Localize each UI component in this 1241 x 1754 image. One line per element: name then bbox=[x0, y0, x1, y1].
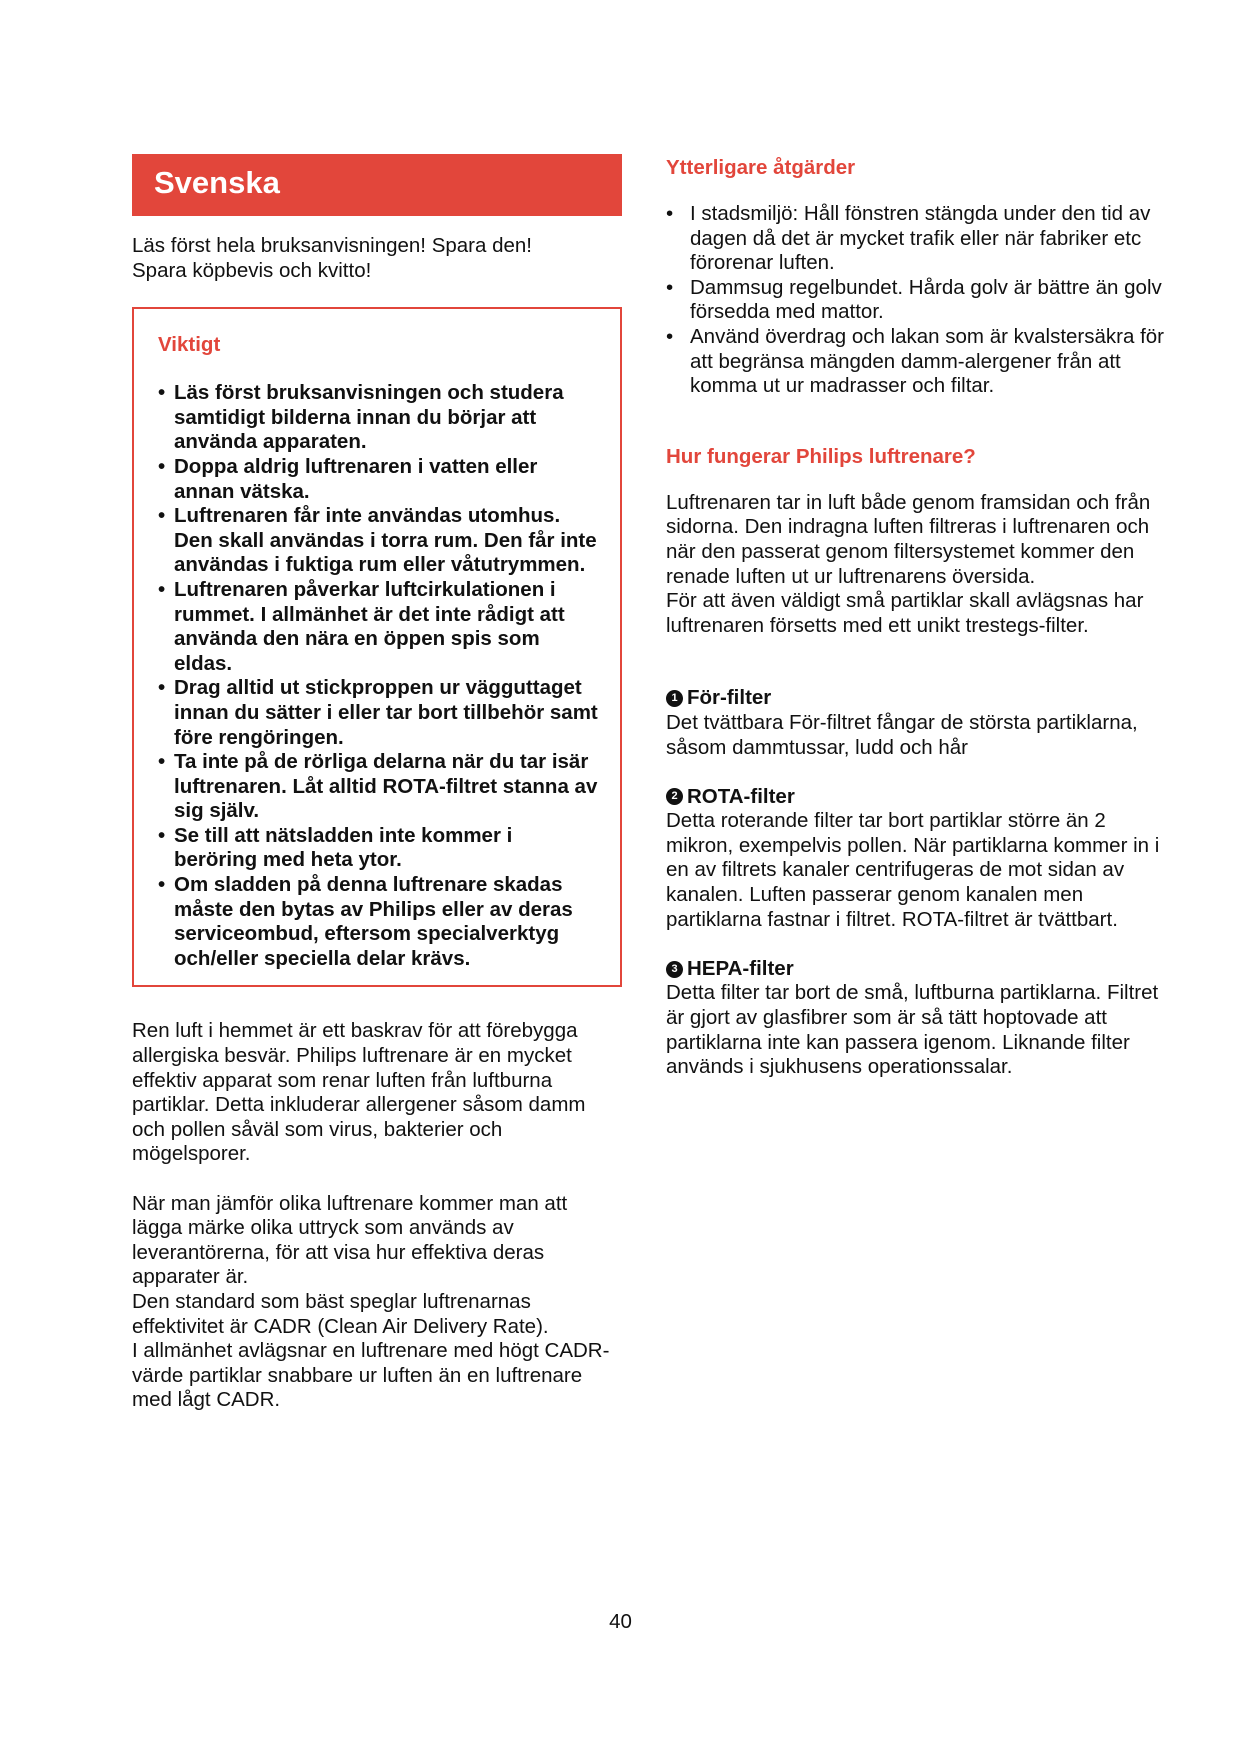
intro-line-1: Läs först hela bruksanvisningen! Spara den! bbox=[132, 234, 533, 257]
important-item: • Om sladden på denna luftrenare skadas måste den bytas av Philips eller av deras serviceombud, eftersom specialverktyg och/eller speciella delar krävs. bbox=[158, 873, 600, 971]
important-heading: Viktigt bbox=[158, 333, 221, 357]
filter-title-text: ROTA-filter bbox=[687, 784, 795, 808]
cadr-effect-paragraph: I allmänhet avlägsnar en luftrenare med högt CADR-värde partiklar snabbare ur luften än en luftrenare med lågt CADR. bbox=[132, 1339, 610, 1412]
filter-title bbox=[666, 957, 1166, 982]
further-measures-list bbox=[666, 202, 1166, 399]
important-item: • Se till att nätsladden inte kommer i beröring med heta ytor. bbox=[158, 824, 600, 873]
important-notice-box bbox=[132, 307, 622, 987]
how-it-works-paragraph-1: Luftrenaren tar in luft både genom framsidan och från sidorna. Den indragna luften filtreras i luftrenaren och när den passerat genom filtersystemet kommer den renade luften ut ur luftrenarens översida. bbox=[666, 490, 1151, 588]
filter-description: Detta roterande filter tar bort partiklar större än 2 mikron, exempelvis pollen. När partiklarna kommer in i en av filtrets kanaler centrifugeras de mot sidan av kanalen. Luften passerar genom kanalen men partiklarna fastnar i filtret. ROTA-filtret är tvättbart. bbox=[666, 809, 1160, 931]
filter-title-text: HEPA-filter bbox=[687, 956, 794, 980]
left-column bbox=[132, 154, 622, 1413]
clean-air-paragraph: Ren luft i hemmet är ett baskrav för att förebygga allergiska besvär. Philips luftrenare är en mycket effektiv apparat som renar luften från luftburna partiklar. Detta inkluderar allergener såsom damm och pollen såväl som virus, bakterier och mögelsporer. bbox=[132, 1019, 586, 1166]
important-item: • Ta inte på de rörliga delarna när du tar isär luftrenaren. Låt alltid ROTA-filtret stanna av sig själv. bbox=[158, 750, 600, 824]
filter-section-hepa bbox=[666, 957, 1166, 1080]
measure-item: • Dammsug regelbundet. Hårda golv är bättre än golv försedda med mattor. bbox=[666, 276, 1166, 325]
important-list bbox=[158, 381, 600, 971]
page-number: 40 bbox=[609, 1610, 632, 1633]
important-item: • Drag alltid ut stickproppen ur vägguttaget innan du sätter i eller tar bort tillbehör samt före rengöringen. bbox=[158, 676, 600, 750]
filter-number-1-icon: 1 bbox=[666, 690, 683, 707]
filter-number-3-icon: 3 bbox=[666, 961, 683, 978]
filter-description: Detta filter tar bort de små, luftburna partiklarna. Filtret är gjort av glasfibrer som är så tätt hoptovade att partiklarna inte kan passera igenom. Liknande filter används i sjukhusens operationssalar. bbox=[666, 981, 1159, 1079]
cadr-standard-paragraph: Den standard som bäst speglar luftrenarnas effektivitet är CADR (Clean Air Delivery Rate). bbox=[132, 1289, 549, 1338]
right-column bbox=[666, 156, 1166, 1080]
measure-item: • Använd överdrag och lakan som är kvalstersäkra för att begränsa mängden damm-alergener från att komma ut ur madrasser och filtar. bbox=[666, 325, 1166, 399]
intro-text bbox=[132, 234, 622, 283]
filter-title-text: För-filter bbox=[687, 686, 772, 710]
filter-description: Det tvättbara För-filtret fångar de största partiklarna, såsom dammtussar, ludd och hår bbox=[666, 710, 1138, 759]
important-item: • Doppa aldrig luftrenaren i vatten eller annan vätska. bbox=[158, 455, 600, 504]
how-it-works-paragraph-2: För att även väldigt små partiklar skall avlägsnas har luftrenaren försetts med ett unikt trestegs-filter. bbox=[666, 589, 1144, 637]
important-item: • Luftrenaren får inte användas utomhus. Den skall användas i torra rum. Den får inte användas i fuktiga rum eller våtutrymmen. bbox=[158, 504, 600, 578]
important-item: • Läs först bruksanvisningen och studera samtidigt bilderna innan du börjar att använda apparaten. bbox=[158, 381, 600, 455]
comparison-paragraph: När man jämför olika luftrenare kommer man att lägga märke olika uttryck som används av leverantörerna, för att visa hur effektiva deras apparater är. bbox=[132, 1191, 568, 1289]
filter-section-rota bbox=[666, 785, 1166, 933]
language-title-banner: Svenska bbox=[132, 154, 622, 216]
measure-item: • I stadsmiljö: Håll fönstren stängda under den tid av dagen då det är mycket trafik eller när fabriker etc förorenar luften. bbox=[666, 202, 1166, 276]
important-item: • Luftrenaren påverkar luftcirkulationen i rummet. I allmänhet är det inte rådigt att använda den nära en öppen spis som eldas. bbox=[158, 578, 600, 676]
filter-title bbox=[666, 686, 1166, 711]
filter-title bbox=[666, 785, 1166, 810]
further-measures-heading: Ytterligare åtgärder bbox=[666, 156, 856, 179]
filter-section-pre bbox=[666, 686, 1166, 760]
filter-number-2-icon: 2 bbox=[666, 788, 683, 805]
intro-line-2: Spara köpbevis och kvitto! bbox=[132, 258, 372, 282]
how-it-works-heading: Hur fungerar Philips luftrenare? bbox=[666, 444, 976, 468]
